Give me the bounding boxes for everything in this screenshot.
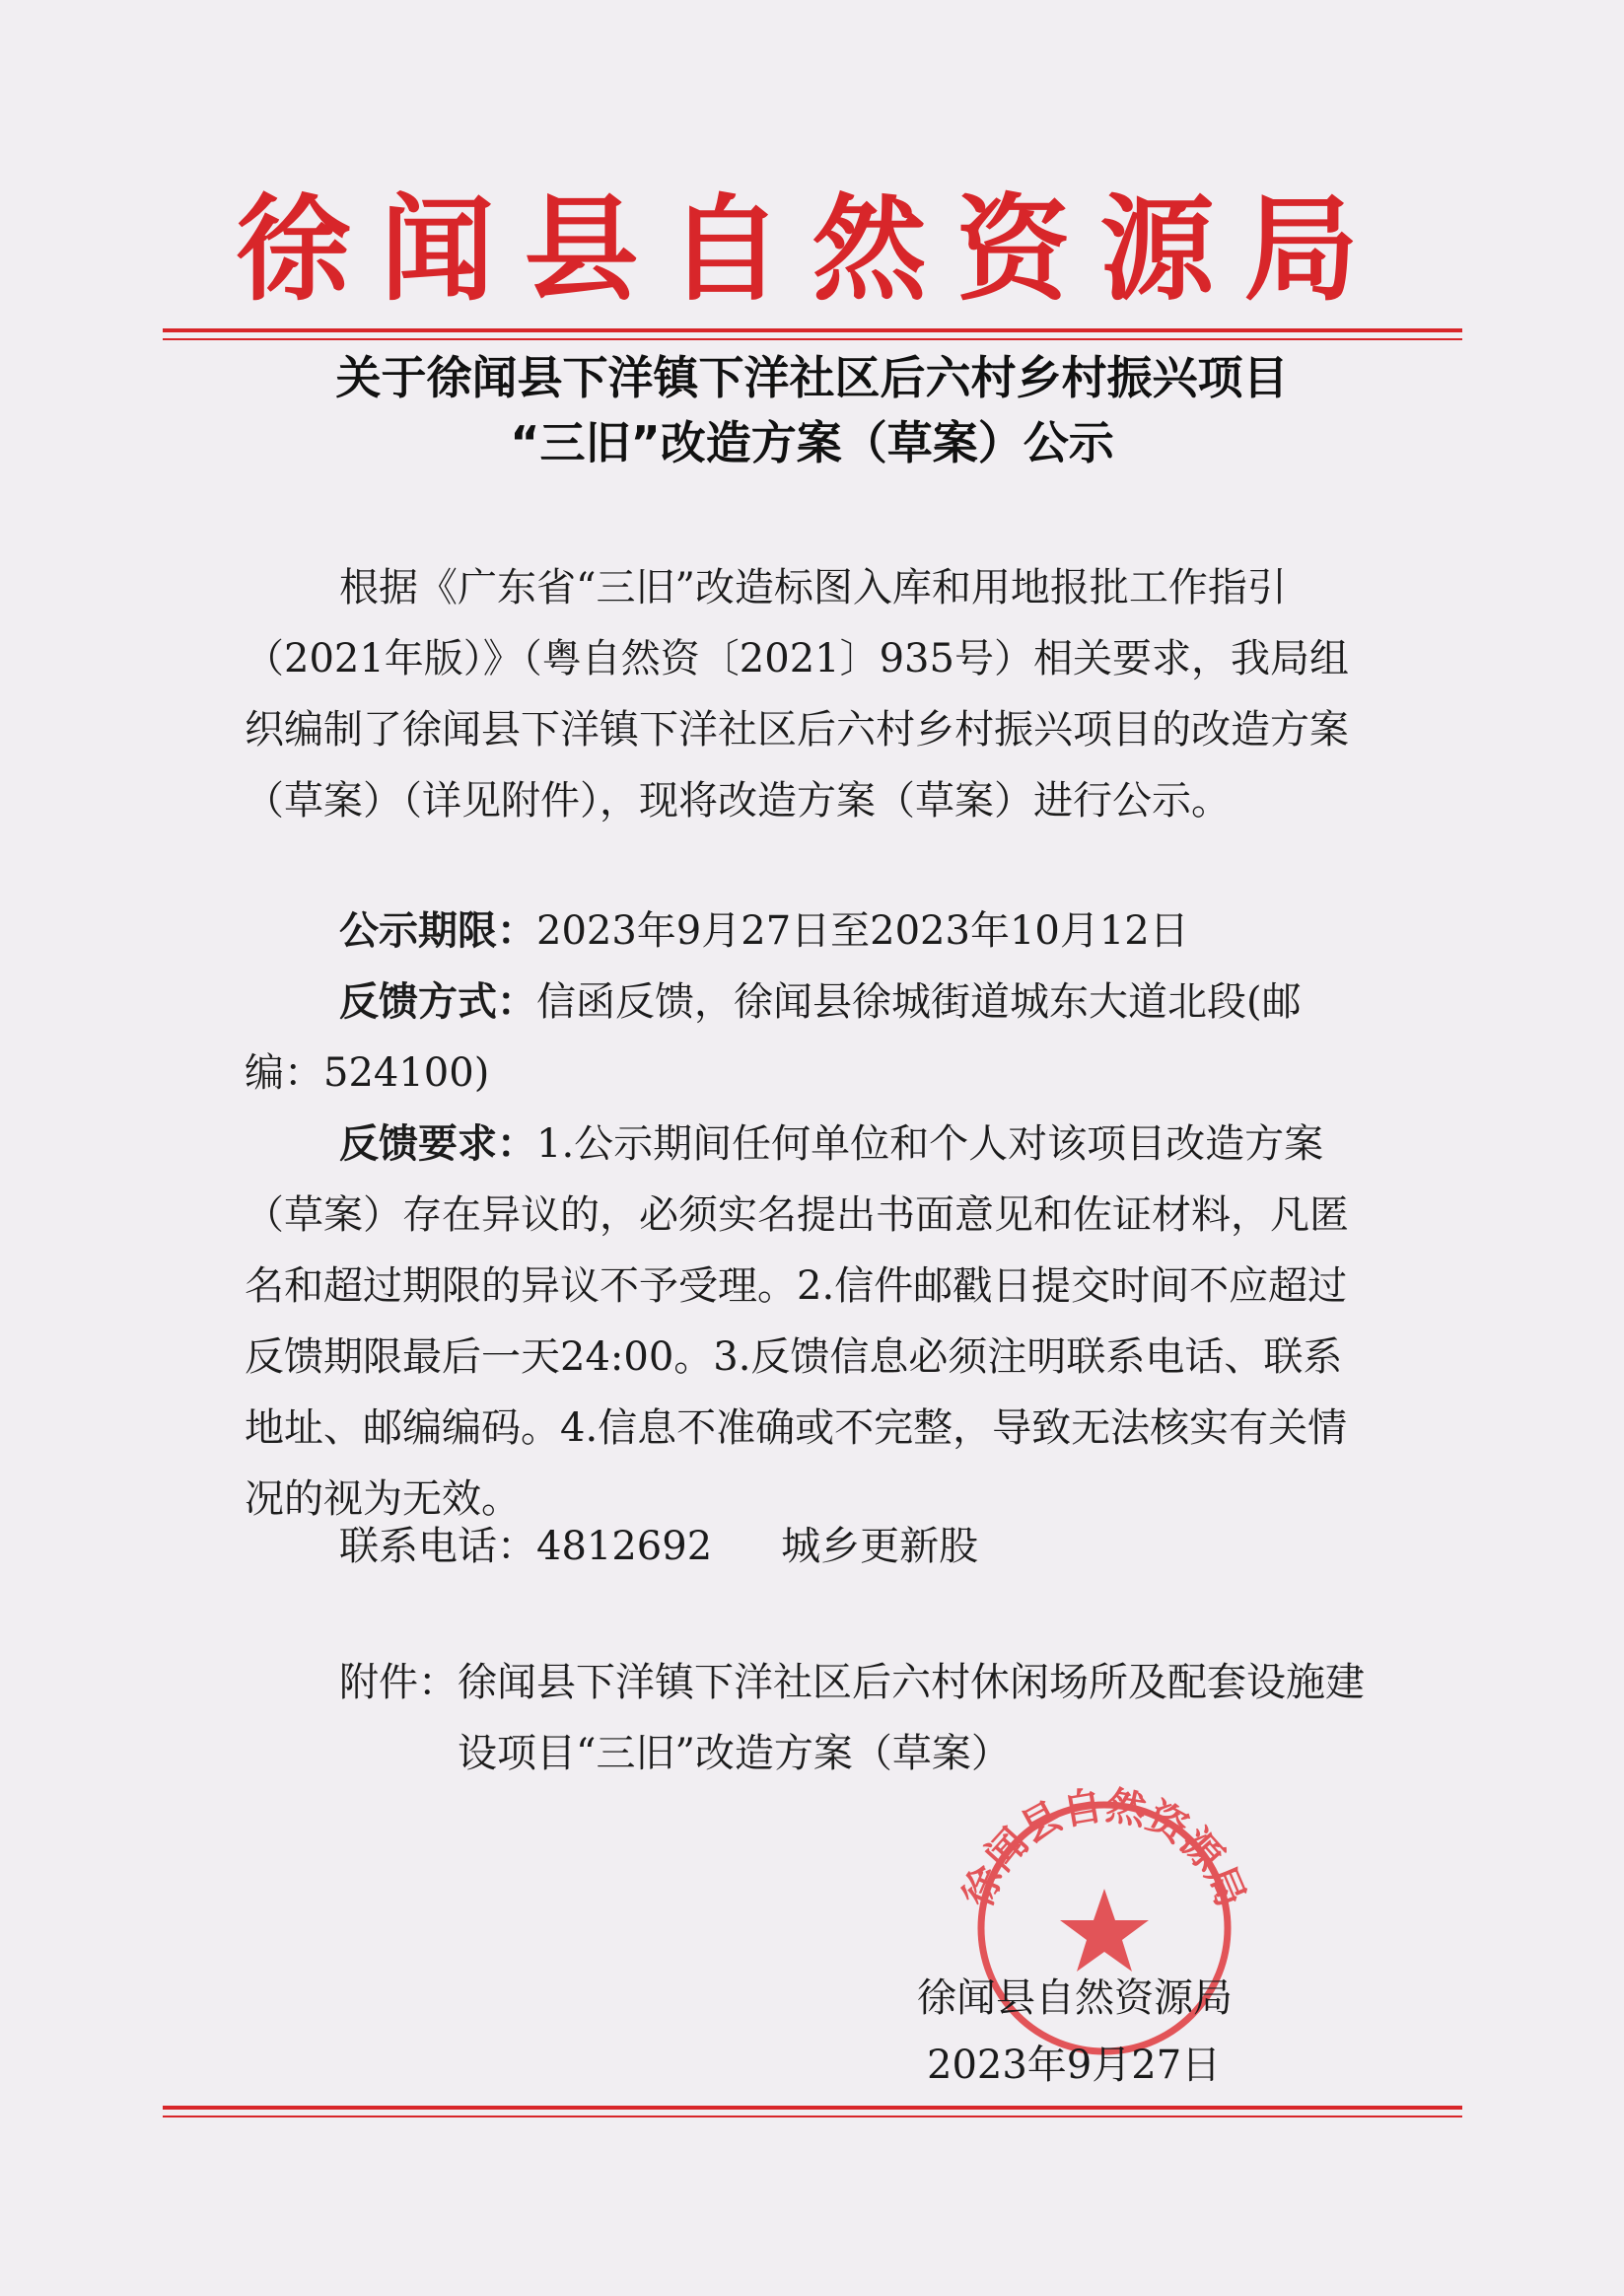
doc-title-line1: 关于徐闻县下洋镇下洋社区后六村乡村振兴项目 <box>335 351 1289 404</box>
method-paragraph <box>245 967 1377 1109</box>
bottom-red-rule <box>163 2106 1462 2110</box>
attachment-value: 徐闻县下洋镇下洋社区后六村休闲场所及配套设施建设项目“三旧”改造方案（草案） <box>458 1660 1365 1776</box>
seal-text: 徐闻县自然资源局 <box>953 1781 1255 1914</box>
requirements-paragraph <box>245 1109 1377 1535</box>
contact-label: 联系电话： <box>339 1524 536 1569</box>
contact-paragraph <box>245 1511 1377 1582</box>
contact-phone: 4812692 <box>536 1524 713 1569</box>
method-value: 信函反馈，徐闻县徐城街道城东大道北段(邮编：524100) <box>245 979 1302 1096</box>
signature-date: 2023年9月27日 <box>927 2043 1222 2088</box>
requirements-label: 反馈要求： <box>339 1121 536 1167</box>
requirements-value: 1.公示期间任何单位和个人对该项目改造方案（草案）存在异议的，必须实名提出书面意见和佐证材料，凡匿名和超过期限的异议不予受理。2.信件邮戳日提交时间不应超过反馈期限最后一天24:00。3.反馈信息必须注明联系电话、联系地址、邮编编码。4.信息不准确或不完整，导致无法核实有关情况的视为无效。 <box>245 1121 1349 1522</box>
bottom-red-rule-thin <box>163 2116 1462 2117</box>
period-label: 公示期限： <box>339 908 536 954</box>
attachment-label: 附件： <box>339 1660 458 1705</box>
seal-star-icon <box>1060 1889 1149 1972</box>
signature-org: 徐闻县自然资源局 <box>917 1975 1233 2021</box>
top-red-rule <box>163 328 1462 332</box>
contact-unit: 城乡更新股 <box>781 1524 979 1569</box>
period-value: 2023年9月27日至2023年10月12日 <box>536 908 1189 954</box>
doc-title-line2: “三旧”改造方案（草案）公示 <box>510 416 1114 469</box>
period-paragraph <box>245 896 1377 967</box>
top-red-rule-thin <box>163 338 1462 340</box>
attachment-paragraph <box>339 1647 1377 1789</box>
method-label: 反馈方式： <box>339 979 536 1025</box>
intro-paragraph: 根据《广东省“三旧”改造标图入库和用地报批工作指引（2021年版）》（粤自然资〔2021〕935号）相关要求，我局组织编制了徐闻县下洋镇下洋社区后六村乡村振兴项目的改造方案（草案）（详见附件），现将改造方案（草案）进行公示。 <box>245 565 1349 824</box>
org-header: 徐闻县自然资源局 <box>236 182 1388 317</box>
